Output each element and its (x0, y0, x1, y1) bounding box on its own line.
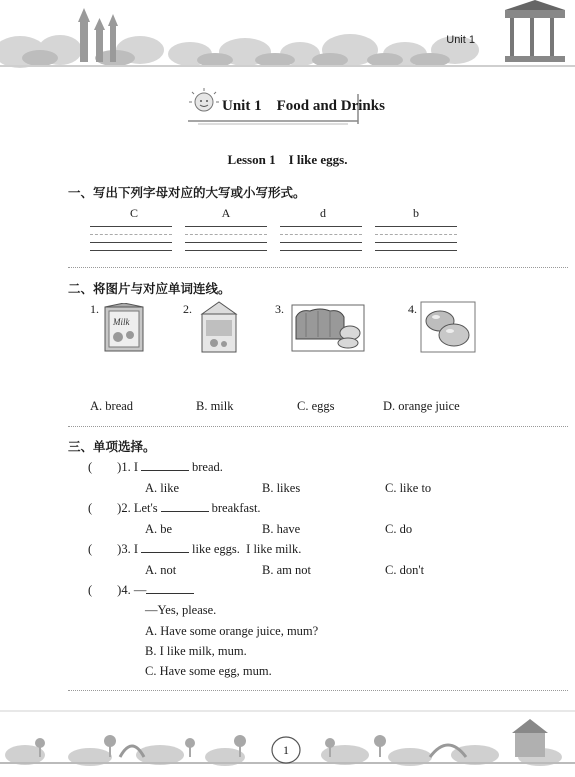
letter-4: b (413, 206, 419, 220)
letter-2: A (221, 206, 231, 220)
section1-heading: 一、写出下列字母对应的大写或小写形式。 (68, 185, 306, 200)
lesson-title: Lesson 1 I like eggs. (227, 152, 348, 167)
milk-carton-icon (103, 303, 147, 353)
picture-number-2: 2. (183, 302, 192, 316)
q1-choice-b: B. likes (262, 481, 301, 495)
q2-choice-a: A. be (145, 522, 173, 536)
question-3-prefix: ( )3. I (88, 542, 138, 556)
section-divider (68, 426, 568, 427)
picture-number-1: 1. (90, 302, 99, 316)
q4-choice-c: C. Have some egg, mum. (145, 664, 272, 678)
answer-blank-1[interactable] (141, 460, 189, 471)
header-banner (0, 0, 575, 68)
question-1-suffix: bread. (192, 460, 223, 474)
unit-title: Unit 1 Food and Drinks (222, 98, 385, 114)
section-divider (68, 267, 568, 268)
eggs-icon (420, 301, 476, 353)
q4-choice-b: B. I like milk, mum. (145, 644, 247, 658)
picture-number-3: 3. (275, 302, 284, 316)
section-divider (68, 690, 568, 691)
match-option-a: A. bread (90, 399, 134, 413)
q1-choice-c: C. like to (385, 481, 432, 495)
answer-blank-3[interactable] (141, 542, 189, 553)
question-2-prefix: ( )2. Let's (88, 501, 158, 515)
q3-choice-b: B. am not (262, 563, 311, 577)
q4-reply: —Yes, please. (145, 603, 217, 617)
milk-box-icon (196, 300, 242, 354)
question-2 (88, 501, 261, 516)
q4-choice-a: A. Have some orange juice, mum? (145, 624, 319, 638)
picture-number-4: 4. (408, 302, 417, 316)
answer-blank-2[interactable] (161, 501, 209, 512)
match-option-c: C. eggs (297, 399, 335, 413)
letter-3: d (320, 206, 326, 220)
match-option-b: B. milk (196, 399, 234, 413)
question-2-suffix: breakfast. (211, 501, 261, 515)
q2-choice-c: C. do (385, 522, 413, 536)
page-number: 1 (283, 743, 289, 757)
question-4-prefix: ( )4. — (88, 583, 147, 597)
question-1-prefix: ( )1. I (88, 460, 138, 474)
section2-heading: 二、将图片与对应单词连线。 (68, 281, 231, 296)
q3-choice-c: C. don't (385, 563, 425, 577)
unit-tag: Unit 1 (446, 34, 475, 46)
question-4 (88, 583, 197, 598)
q2-choice-b: B. have (262, 522, 301, 536)
answer-blank-4[interactable] (146, 583, 194, 594)
question-1 (88, 460, 223, 475)
bread-loaf-icon (290, 303, 366, 353)
q1-choice-a: A. like (145, 481, 180, 495)
match-option-d: D. orange juice (383, 399, 460, 413)
question-3 (88, 542, 301, 557)
q3-choice-a: A. not (145, 563, 177, 577)
letter-1: C (129, 206, 138, 220)
svg-text:Milk: Milk (113, 317, 130, 327)
question-3-suffix: like eggs. I like milk. (192, 542, 302, 556)
section3-heading: 三、单项选择。 (68, 439, 156, 454)
